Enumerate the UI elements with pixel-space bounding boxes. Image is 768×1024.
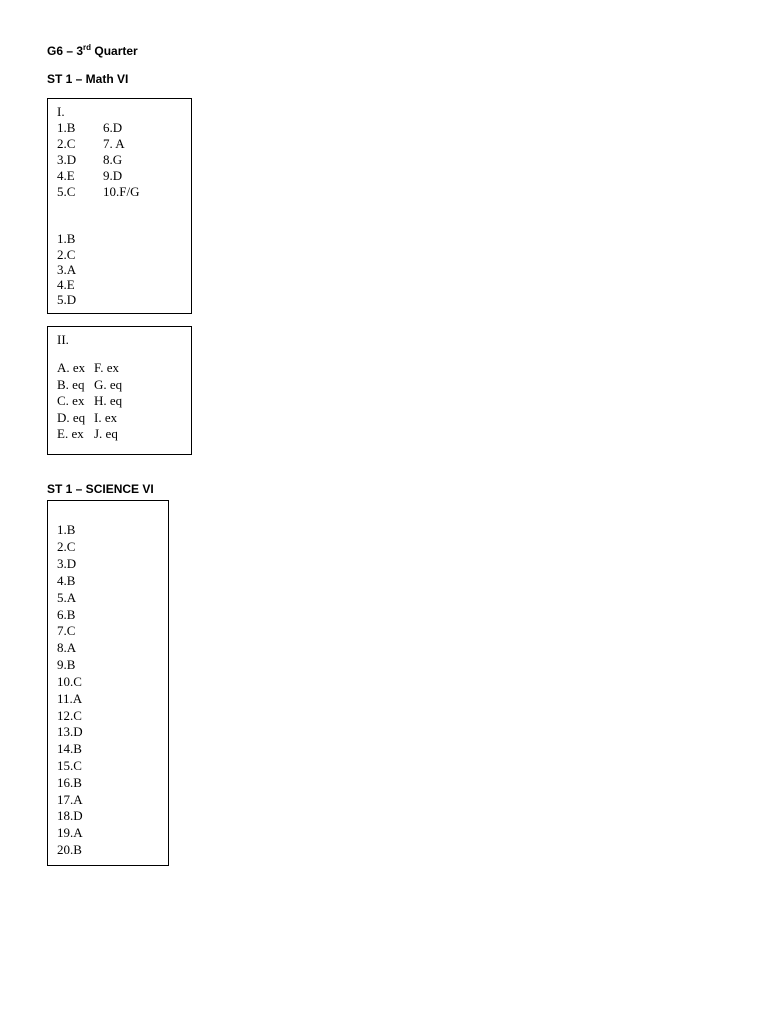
math-part2-box [47,326,192,455]
part2-label: II. [57,332,69,347]
science-section-title: ST 1 – SCIENCE VI [47,482,154,496]
answer-item: 17.A [57,792,83,807]
answer-item: 3.A [57,262,77,277]
answer-item: 2.C [57,539,76,554]
answer-item: 18.D [57,808,83,823]
page-title [47,44,138,58]
answer-item: 1.B [57,120,76,135]
answer-item: 3.D [57,556,77,571]
answer-item: 4.E [57,168,75,183]
part1-label: I. [57,104,65,119]
answer-item: 8.G [103,152,123,167]
answer-item: 4.E [57,277,75,292]
grade-text: G6 – 3 [47,44,84,58]
answer-item: 13.D [57,724,83,739]
answer-item: J. eq [94,426,118,441]
science-answers-box [47,500,169,866]
answer-item: 6.B [57,607,76,622]
answer-item: 1.B [57,522,76,537]
answer-item: 11.A [57,691,83,706]
answer-item: 8.A [57,640,77,655]
answer-item: 5.C [57,184,76,199]
answer-item: 10.C [57,674,82,689]
answer-item: 16.B [57,775,82,790]
ordinal-suffix: rd [83,43,92,52]
answer-item: 7. A [103,136,125,151]
quarter-text: Quarter [91,44,138,58]
answer-item: 5.A [57,590,77,605]
answer-item: A. ex [57,360,86,375]
answer-item: H. eq [94,393,123,408]
answer-item: 7.C [57,623,76,638]
answer-item: F. ex [94,360,119,375]
answer-item: 3.D [57,152,77,167]
answer-item: 2.C [57,136,76,151]
answer-item: 12.C [57,708,82,723]
answer-item: E. ex [57,426,84,441]
answer-item: 5.D [57,292,77,307]
math-section-title: ST 1 – Math VI [47,72,129,86]
answer-item: B. eq [57,377,85,392]
math-part1-box [47,98,192,314]
answer-item: C. ex [57,393,85,408]
answer-item: G. eq [94,377,123,392]
answer-item: 6.D [103,120,123,135]
answer-item: 1.B [57,231,76,246]
answer-item: 20.B [57,842,82,857]
answer-item: 9.B [57,657,76,672]
answer-item: 19.A [57,825,83,840]
answer-item: 2.C [57,247,76,262]
answer-item: 4.B [57,573,76,588]
answer-item: 15.C [57,758,82,773]
answer-item: 10.F/G [103,184,140,199]
answer-item: 14.B [57,741,82,756]
answer-item: 9.D [103,168,123,183]
answer-item: I. ex [94,410,118,425]
answer-item: D. eq [57,410,86,425]
